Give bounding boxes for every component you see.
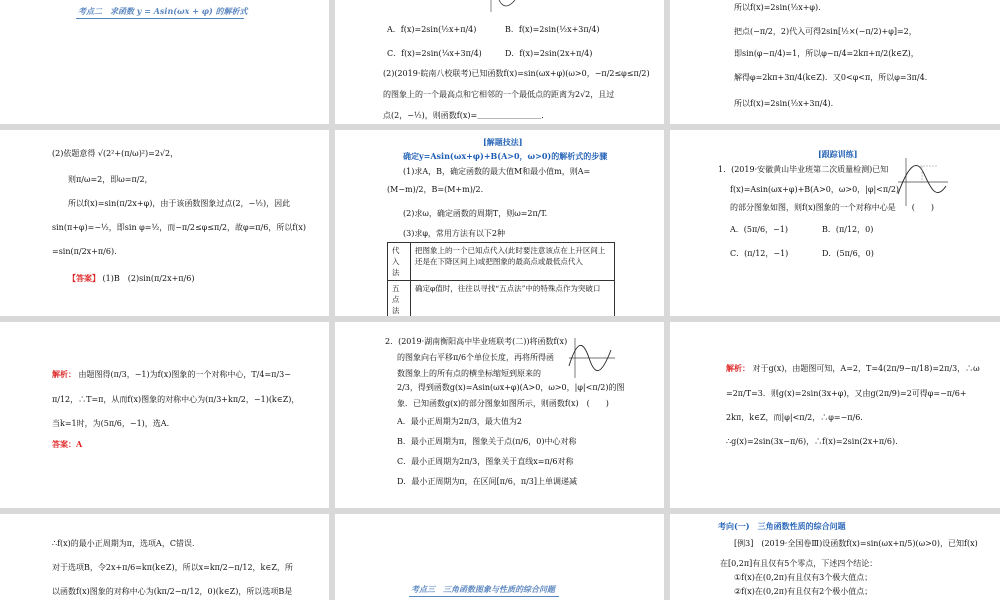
question-line-4: 2/3，得到函数g(x)=Asin(ωx+φ)(A>0，ω>0，|φ|<π/2)的图 bbox=[397, 383, 625, 392]
step-1-line-a: (1)求A，B，确定函数的最大值M和最小值m，则A= bbox=[403, 167, 591, 176]
slide-11[interactable] bbox=[335, 514, 664, 600]
solution-line-5: =sin(π/2x+π/6). bbox=[52, 247, 117, 256]
analysis-line-2: =2π/T=3．则g(x)=2sin(3x+φ)，又由g(2π/9)=2可得φ=−π/6+ bbox=[726, 389, 967, 398]
option-a: A．最小正周期为2π/3，最大值为2 bbox=[397, 417, 522, 426]
option-d: D．f(x)=2sin(2x+π/4) bbox=[505, 49, 593, 58]
option-c: C．最小正周期为2π/3，图象关于直线x=π/6对称 bbox=[397, 457, 574, 466]
example-line-3: ①f(x)在(0,2π)有且仅有3个极大值点； bbox=[734, 573, 873, 582]
solution-line-3: 即sin(φ−π/4)=1，所以φ−π/4=2kπ+π/2(k∈Z)， bbox=[734, 49, 919, 58]
analysis-line-4: ∴g(x)=2sin(3x−π/6)，∴f(x)=2sin(2x+π/6). bbox=[726, 437, 898, 446]
slide-9[interactable] bbox=[670, 322, 1000, 508]
question-2-line-2: 的图象上的一个最高点和它相邻的一个最低点的距离为2√2，且过 bbox=[383, 90, 615, 99]
slide-header: 考点三 三角函数图象与性质的综合问题 bbox=[411, 584, 555, 594]
analysis-line-2: π/12，∴T=π，从而f(x)图象的对称中心为(π/3+kπ/2，−1)(k∈Z)， bbox=[52, 395, 300, 404]
option-a: A．f(x)=2sin(½x+π/4) bbox=[387, 25, 477, 34]
direction-title: 考向(一) 三角函数性质的综合问题 bbox=[718, 521, 846, 531]
analysis-label: 解析： bbox=[726, 363, 750, 373]
question-2-line-1: (2)(2019·皖南八校联考)已知函数f(x)=sin(ωx+φ)(ω>0，−π/2≤φ≤π/2) bbox=[383, 69, 650, 78]
option-b: B．f(x)=2sin(½x+3π/4) bbox=[505, 25, 600, 34]
slide-12[interactable] bbox=[670, 514, 1000, 600]
method-table bbox=[387, 242, 615, 316]
table-cell-text: 确定φ值时，往往以寻找“五点法”中的特殊点作为突破口 bbox=[411, 281, 615, 317]
analysis-line-1 bbox=[726, 362, 980, 375]
table-cell-label: 代入法 bbox=[388, 243, 411, 281]
option-d: D．最小正周期为π，在区间[π/6，π/3]上单调递减 bbox=[397, 477, 577, 486]
text-line-1: ∴f(x)的最小正周期为π，选项A，C错误． bbox=[52, 539, 200, 548]
sine-graph bbox=[567, 336, 617, 380]
header-underline bbox=[409, 596, 559, 597]
option-c: C．(π/12，−1) bbox=[730, 249, 789, 258]
slide-6[interactable] bbox=[670, 130, 1000, 316]
option-b: B．最小正周期为π，图象关于点(π/6，0)中心对称 bbox=[397, 437, 577, 446]
analysis-label: 解析： bbox=[52, 369, 76, 379]
text-line-3: 以函数f(x)图象的对称中心为(kπ/2−π/12，0)(k∈Z)，所以选项B是 bbox=[52, 587, 293, 596]
question-line-5: 象．已知函数g(x)的部分图象如图所示，则函数f(x) ( ) bbox=[397, 399, 609, 408]
option-c: C．f(x)=2sin(¼x+3π/4) bbox=[387, 49, 482, 58]
option-b: B．(π/12，0) bbox=[822, 225, 874, 234]
option-d: D．(5π/6，0) bbox=[822, 249, 874, 258]
solution-line-4: 解得φ=2kπ+3π/4(k∈Z)．又0<φ<π，所以φ=3π/4． bbox=[734, 73, 933, 82]
solution-line-1: 所以f(x)=2sin(½x+φ). bbox=[734, 3, 821, 12]
question-line-3: 的部分图象如图，则f(x)图象的一个对称中心是 ( ) bbox=[730, 203, 934, 212]
table-row bbox=[388, 243, 615, 281]
question-2-line-3: 点(2，−½)，则函数f(x)=＿＿＿＿＿＿＿＿． bbox=[383, 111, 550, 120]
table-cell-text: 把图象上的一个已知点代入(此时要注意该点在上升区间上还是在下降区间上)或把图象的最高点或最低点代入 bbox=[411, 243, 615, 281]
slide-1[interactable] bbox=[0, 0, 329, 124]
question-line-2: f(x)=Asin(ωx+φ)+B(A>0，ω>0，|φ|<π/2) bbox=[730, 185, 900, 194]
analysis-text: 由题图得(π/3，−1)为f(x)图象的一个对称中心，T/4=π/3− bbox=[78, 370, 291, 379]
step-2: (2)求ω，确定函数的周期T，则ω=2π/T. bbox=[403, 209, 548, 218]
graph-fragment bbox=[485, 0, 525, 14]
answer-row bbox=[68, 272, 194, 285]
question-line-1: 1．(2019·安徽黄山毕业班第二次质量检测)已知 bbox=[718, 165, 889, 174]
analysis-line-3: 当k=1时，为(5π/6，−1)，选A. bbox=[52, 419, 170, 428]
question-line-2: 的图象向右平移π/6个单位长度，再将所得函 bbox=[397, 353, 555, 362]
table-row bbox=[388, 281, 615, 317]
example-line-4: ②f(x)在(0,2π)有且仅有2个极小值点； bbox=[734, 587, 873, 596]
solution-line-5: 所以f(x)=2sin(½x+3π/4). bbox=[734, 99, 834, 108]
step-3: (3)求φ，常用方法有以下2种 bbox=[403, 229, 506, 238]
slide-3[interactable] bbox=[670, 0, 1000, 124]
method-subtitle: 确定y=Asin(ωx+φ)+B(A>0，ω>0)的解析式的步骤 bbox=[403, 151, 608, 161]
example-line-2: 在[0,2π]有且仅有5个零点，下述四个结论： bbox=[720, 559, 878, 568]
answer-text: (1)B (2)sin(π/2x+π/6) bbox=[102, 274, 195, 283]
slide-7[interactable] bbox=[0, 322, 329, 508]
slide-5[interactable] bbox=[335, 130, 664, 316]
slide-10[interactable] bbox=[0, 514, 329, 600]
practice-title: [跟踪训练] bbox=[818, 149, 858, 159]
slide-header: 考点二 求函数 y = Asin(ωx + φ) 的解析式 bbox=[78, 6, 248, 16]
step-1-line-b: (M−m)/2，B=(M+m)/2. bbox=[387, 185, 484, 194]
option-a: A．(5π/6，−1) bbox=[730, 225, 788, 234]
solution-line-4: sin(π+φ)=−½，即sin φ=½，而−π/2≤φ≤π/2，故φ=π/6，所以f(x) bbox=[52, 223, 307, 232]
text-line-2: 对于选项B，令2x+π/6=kπ(k∈Z)，所以x=kπ/2−π/12，k∈Z，所 bbox=[52, 563, 293, 572]
slide-4[interactable] bbox=[0, 130, 329, 316]
analysis-text: 对于g(x)，由题图可知，A=2，T=4(2π/9−π/18)=2π/3，∴ω bbox=[752, 364, 980, 373]
solution-line-3: 所以f(x)=sin(π/2x+φ)，由于该函数图象过点(2，−½)，因此 bbox=[68, 199, 291, 208]
solution-line-2: 把点(−π/2，2)代入可得2sin[½×(−π/2)+φ]=2， bbox=[734, 27, 917, 36]
analysis-line-3: 2kπ，k∈Z，而|φ|<π/2，∴φ=−π/6. bbox=[726, 413, 863, 422]
answer-label: 【答案】 bbox=[68, 273, 100, 283]
sine-graph bbox=[894, 156, 950, 208]
solution-line-2: 则π/ω=2，即ω=π/2， bbox=[68, 175, 153, 184]
question-line-1: 2．(2019·湖南衡阳高中毕业班联考(二))将函数f(x) bbox=[385, 337, 568, 346]
table-cell-label: 五点法 bbox=[388, 281, 411, 317]
slide-8[interactable] bbox=[335, 322, 664, 508]
solution-line-1: (2)依题意得 √(2²+(π/ω)²)=2√2， bbox=[52, 149, 179, 158]
question-line-3: 数图象上的所有点的横坐标缩短到原来的 bbox=[397, 369, 541, 378]
method-title: [解题技法] bbox=[483, 137, 523, 147]
example-line-1: [例3] (2019·全国卷Ⅲ)设函数f(x)=sin(ωx+π/5)(ω>0)，已知f(x) bbox=[734, 539, 978, 548]
answer: 答案：A bbox=[52, 439, 83, 449]
header-underline bbox=[76, 18, 244, 19]
slide-2[interactable] bbox=[335, 0, 664, 124]
analysis-line-1 bbox=[52, 368, 291, 381]
